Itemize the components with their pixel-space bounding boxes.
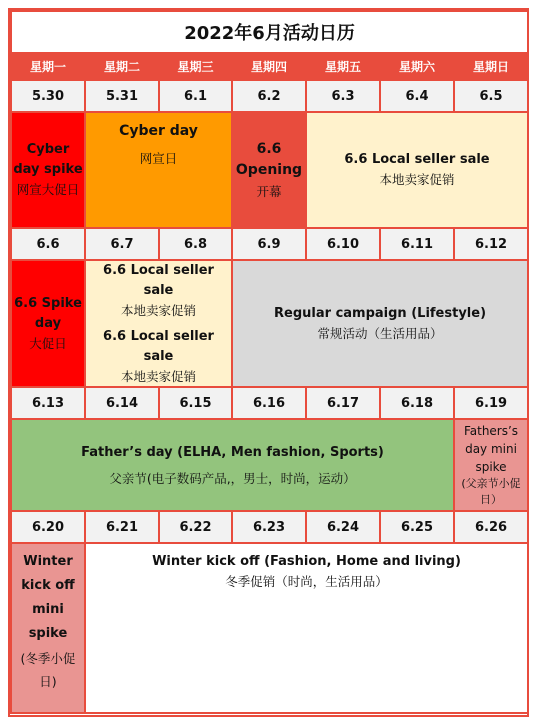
event-title: 6.6 Opening bbox=[235, 140, 303, 179]
event-subtitle: 网宣日 bbox=[139, 150, 178, 166]
date-cell: 6.9 bbox=[232, 228, 306, 260]
event-opening bbox=[232, 112, 306, 228]
event-title: Winter kick off mini spike bbox=[21, 554, 75, 642]
event-title: Regular campaign (Lifestyle) bbox=[274, 305, 487, 321]
event-subtitle: 网宣大促日 bbox=[16, 182, 80, 198]
date-cell: 6.3 bbox=[306, 80, 380, 112]
event-block bbox=[86, 261, 231, 321]
date-cell: 6.10 bbox=[306, 228, 380, 260]
event-title: Father’s day (ELHA, Men fashion, Sports) bbox=[81, 444, 384, 460]
event-subtitle: 常规活动（生活用品） bbox=[317, 326, 443, 342]
date-cell: 6.11 bbox=[380, 228, 454, 260]
weekday-mon: 星期一 bbox=[11, 53, 85, 80]
weekday-thu: 星期四 bbox=[232, 53, 306, 80]
event-title: 6.6 Spike day bbox=[14, 295, 82, 331]
date-row-week2 bbox=[11, 228, 528, 260]
date-cell: 6.13 bbox=[11, 387, 85, 419]
date-cell: 6.17 bbox=[306, 387, 380, 419]
event-row-week2 bbox=[11, 260, 528, 387]
date-cell: 6.6 bbox=[11, 228, 85, 260]
event-row-week3 bbox=[11, 419, 528, 511]
date-cell: 6.12 bbox=[454, 228, 528, 260]
weekday-wed: 星期三 bbox=[159, 53, 232, 80]
date-cell: 6.23 bbox=[232, 511, 306, 543]
event-row-week1 bbox=[11, 112, 528, 228]
event-subtitle: (父亲节小促日） bbox=[461, 476, 521, 507]
date-cell: 6.15 bbox=[159, 387, 232, 419]
weekday-fri: 星期五 bbox=[306, 53, 380, 80]
event-fathers-day bbox=[11, 419, 454, 511]
event-title: 6.6 Local seller sale bbox=[103, 328, 214, 364]
event-subtitle: 大促日 bbox=[29, 336, 67, 352]
date-cell: 6.26 bbox=[454, 511, 528, 543]
date-cell: 6.14 bbox=[85, 387, 159, 419]
event-title: Cyber day spike bbox=[13, 142, 83, 178]
event-spike-day bbox=[11, 260, 85, 387]
event-subtitle: 本地卖家促销 bbox=[379, 172, 455, 188]
event-block bbox=[86, 327, 231, 387]
date-cell: 6.5 bbox=[454, 80, 528, 112]
event-title-detail: (Fashion, Home and living) bbox=[264, 554, 461, 570]
calendar-title: 2022年6月活动日历 bbox=[11, 11, 528, 53]
event-winter-kick-off-mini-spike bbox=[11, 543, 85, 713]
event-local-seller-sale-extended bbox=[85, 260, 232, 387]
event-title-main: Winter kick off bbox=[152, 554, 260, 570]
event-title: Fathers’s day mini spike bbox=[463, 423, 519, 474]
event-winter-kick-off bbox=[85, 543, 528, 713]
date-cell: 6.21 bbox=[85, 511, 159, 543]
event-cyber-day-spike bbox=[11, 112, 85, 228]
event-title: 6.6 Local seller sale bbox=[103, 263, 214, 299]
event-subtitle: 开幕 bbox=[256, 184, 282, 199]
weekday-sun: 星期日 bbox=[454, 53, 528, 80]
event-subtitle: 冬季促销（时尚，生活用品） bbox=[225, 574, 388, 590]
weekday-header-row bbox=[11, 53, 528, 80]
event-cyber-day bbox=[85, 112, 232, 228]
calendar-table bbox=[10, 10, 529, 714]
event-row-week4 bbox=[11, 543, 528, 713]
date-cell: 6.16 bbox=[232, 387, 306, 419]
event-regular-campaign bbox=[232, 260, 528, 387]
date-row-week3 bbox=[11, 387, 528, 419]
weekday-sat: 星期六 bbox=[380, 53, 454, 80]
date-row-week1 bbox=[11, 80, 528, 112]
date-cell: 6.2 bbox=[232, 80, 306, 112]
date-cell: 6.18 bbox=[380, 387, 454, 419]
date-cell: 6.20 bbox=[11, 511, 85, 543]
date-row-week4 bbox=[11, 511, 528, 543]
date-cell: 6.4 bbox=[380, 80, 454, 112]
event-title bbox=[86, 552, 527, 572]
date-cell: 6.19 bbox=[454, 387, 528, 419]
event-title: Cyber day bbox=[119, 123, 198, 139]
event-title: 6.6 Local seller sale bbox=[344, 152, 490, 168]
date-cell: 6.24 bbox=[306, 511, 380, 543]
date-cell: 6.25 bbox=[380, 511, 454, 543]
date-cell: 6.8 bbox=[159, 228, 232, 260]
event-subtitle: 本地卖家促销 bbox=[120, 303, 196, 319]
date-cell: 5.30 bbox=[11, 80, 85, 112]
event-subtitle: (冬季小促日) bbox=[20, 650, 76, 689]
date-cell: 5.31 bbox=[85, 80, 159, 112]
event-fathers-day-mini-spike bbox=[454, 419, 528, 511]
event-subtitle: 父亲节(电子数码产品,，男士，时尚，运动） bbox=[109, 470, 356, 486]
date-cell: 6.7 bbox=[85, 228, 159, 260]
date-cell: 6.22 bbox=[159, 511, 232, 543]
event-local-seller-sale bbox=[306, 112, 528, 228]
date-cell: 6.1 bbox=[159, 80, 232, 112]
weekday-tue: 星期二 bbox=[85, 53, 159, 80]
event-subtitle: 本地卖家促销 bbox=[120, 368, 196, 384]
campaign-calendar bbox=[8, 8, 529, 717]
